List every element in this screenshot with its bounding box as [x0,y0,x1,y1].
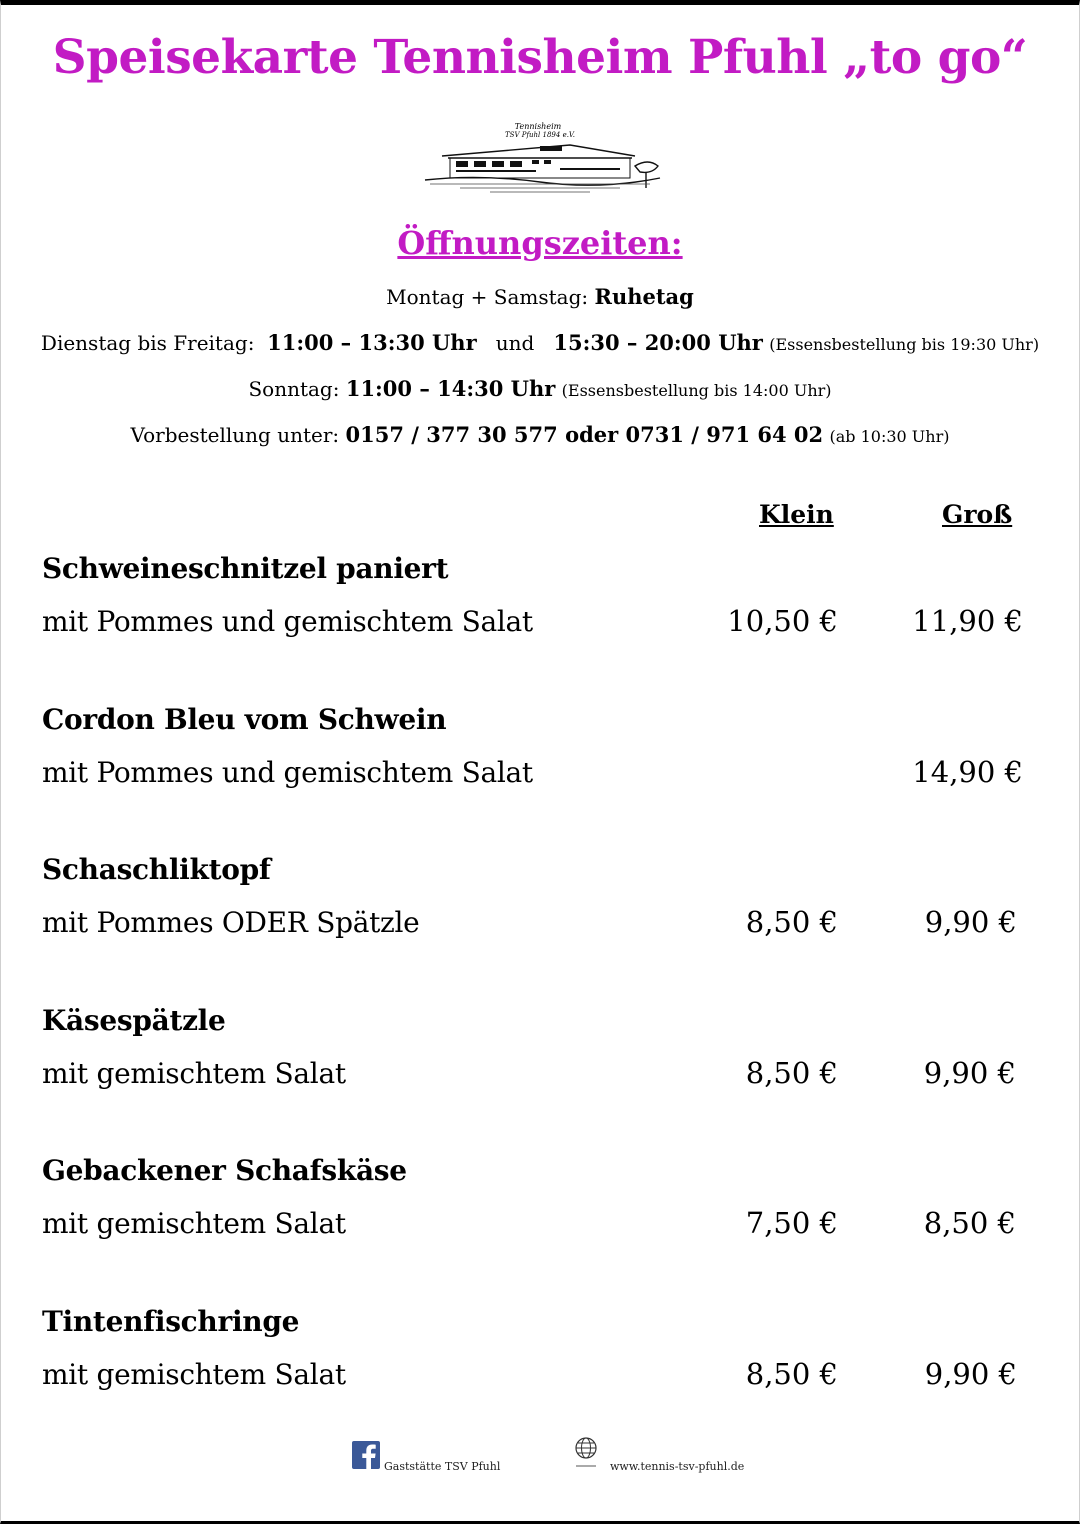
column-small-header: Klein [759,500,834,529]
page-title: Speisekarte Tennisheim Pfuhl „to go“ [52,30,1028,85]
closed-days-line [0,284,1080,309]
price-large: 9,90 € [924,1357,1017,1391]
closed-days-value: Ruhetag [594,284,694,309]
sunday-label: Sonntag: [248,377,340,401]
sunday-hours: 11:00 – 14:30 Uhr [345,376,556,401]
weekday-morning-hours: 11:00 – 13:30 Uhr [267,330,477,355]
dish-name: Käsespätzle [42,1004,226,1037]
price-large: 9,90 € [924,905,1017,939]
weekday-evening-hours: 15:30 – 20:00 Uhr [553,330,763,355]
logo-text-bottom: TSV Pfuhl 1894 e.V. [505,131,575,139]
dish-description: mit Pommes und gemischtem Salat [42,605,533,638]
dish-description: mit gemischtem Salat [42,1207,346,1240]
weekday-and: und [495,331,535,355]
dish-description: mit gemischtem Salat [42,1358,346,1391]
dish-name: Cordon Bleu vom Schwein [42,703,447,736]
price-large: 11,90 € [912,604,1023,638]
dish-name: Schaschliktopf [42,853,271,886]
price-small: 8,50 € [745,905,838,939]
weekday-label: Dienstag bis Freitag: [40,331,255,355]
price-small: 10,50 € [727,604,838,638]
opening-hours-heading: Öffnungszeiten: [397,224,683,262]
sunday-hours-line [0,376,1080,401]
dish-description: mit gemischtem Salat [42,1057,346,1090]
weekday-order-note: (Essensbestellung bis 19:30 Uhr) [769,335,1040,354]
clubhouse-logo [420,118,665,200]
preorder-line [0,422,1080,447]
dish-description: mit Pommes und gemischtem Salat [42,756,533,789]
column-large-header: Groß [942,500,1013,529]
facebook-icon[interactable] [352,1441,380,1469]
price-small: 8,50 € [745,1056,838,1090]
price-small: 8,50 € [745,1357,838,1391]
price-large: 8,50 € [923,1206,1016,1240]
sunday-order-note: (Essensbestellung bis 14:00 Uhr) [561,381,832,400]
price-large: 9,90 € [923,1056,1016,1090]
logo-text-top: Tennisheim [514,122,562,131]
dish-description: mit Pommes ODER Spätzle [42,906,420,939]
dish-name: Schweineschnitzel paniert [42,552,449,585]
globe-icon [572,1436,600,1470]
preorder-note: (ab 10:30 Uhr) [829,427,950,446]
preorder-phones: 0157 / 377 30 577 oder 0731 / 971 64 02 [345,422,824,447]
preorder-label: Vorbestellung unter: [130,423,340,447]
price-small: 7,50 € [745,1206,838,1240]
price-large: 14,90 € [912,755,1023,789]
website-link[interactable]: www.tennis-tsv-pfuhl.de [610,1460,745,1473]
dish-name: Gebackener Schafskäse [42,1154,407,1187]
facebook-label[interactable]: Gaststätte TSV Pfuhl [384,1460,501,1473]
weekday-hours-line [0,330,1080,355]
closed-days-label: Montag + Samstag: [386,285,589,309]
dish-name: Tintenfischringe [42,1305,300,1338]
